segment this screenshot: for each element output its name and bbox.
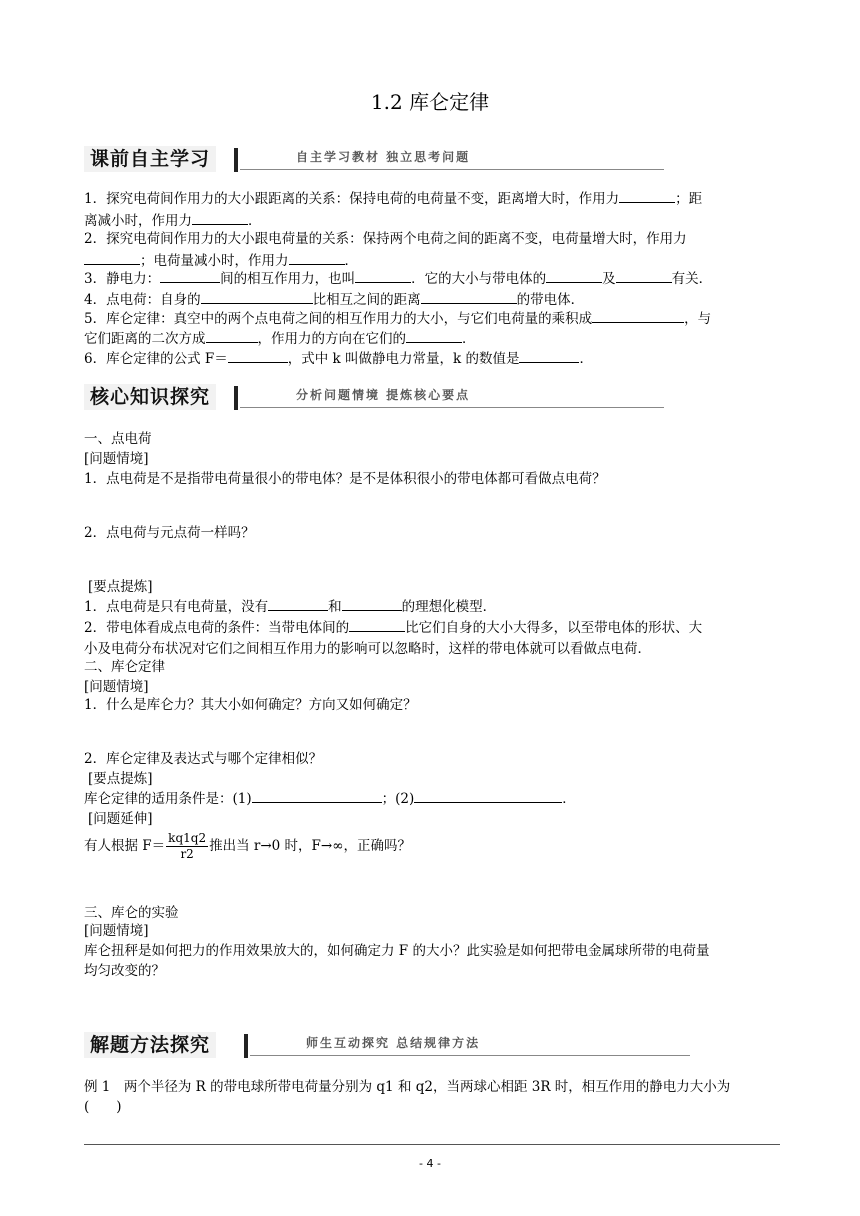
section-tag: 解题方法探究 bbox=[84, 1032, 216, 1058]
page-title: 1.2 库仑定律 bbox=[370, 90, 490, 114]
key-point-1: 1．点电荷是只有电荷量，没有 和 的理想化模型． bbox=[84, 599, 497, 615]
problem-situation-label: [问题情境] bbox=[84, 679, 149, 695]
pre-study-line-1b: 离减小时，作用力 ． bbox=[84, 213, 262, 229]
page-number: - 4 - bbox=[419, 1157, 441, 1170]
section-tag: 核心知识探究 bbox=[84, 384, 216, 410]
pre-study-line-4: 4．点电荷：自身的 比相互之间的距离 的带电体． bbox=[84, 292, 585, 308]
pre-study-line-5b: 它们距离的二次方成 ，作用力的方向在它们的 ． bbox=[84, 331, 476, 347]
section-tag: 课前自主学习 bbox=[84, 146, 216, 172]
banner-bar bbox=[244, 1034, 248, 1058]
question-1-2: 2．点电荷与元点荷一样吗？ bbox=[84, 525, 255, 541]
section-subtitle: 师生互动探究 总结规律方法 bbox=[306, 1036, 481, 1050]
banner-bar bbox=[234, 386, 238, 410]
question-2-1: 1．什么是库仑力？其大小如何确定？方向又如何确定？ bbox=[84, 697, 417, 713]
pre-study-line-6: 6．库仑定律的公式 F＝ ，式中 k 叫做静电力常量，k 的数值是 ． bbox=[84, 351, 593, 367]
key-point-2: 2．带电体看成点电荷的条件：当带电体间的 比它们自身的大小大得多，以至带电体的形状、大 bbox=[84, 620, 703, 636]
banner-rule bbox=[250, 1055, 690, 1056]
key-point-2b: 小及电荷分布状况对它们之间相互作用力的影响可以忽略时，这样的带电体就可以看做点电荷． bbox=[84, 641, 651, 657]
question-2-2: 2．库仑定律及表达式与哪个定律相似？ bbox=[84, 751, 323, 767]
section-banner-pre-study bbox=[84, 146, 664, 174]
problem-situation-label: [问题情境] bbox=[84, 923, 149, 939]
banner-bar bbox=[234, 148, 238, 172]
heading-coulomb-law: 二、库仑定律 bbox=[84, 659, 165, 675]
section-subtitle: 分析问题情境 提炼核心要点 bbox=[296, 388, 471, 402]
heading-coulomb-experiment: 三、库仑的实验 bbox=[84, 905, 179, 921]
section-banner-core bbox=[84, 384, 664, 412]
example-1: 例 1 两个半径为 R 的带电球所带电荷量分别为 q1 和 q2，当两球心相距 3R 时，相互作用的静电力大小为 bbox=[84, 1079, 731, 1095]
pre-study-line-5: 5．库仑定律：真空中的两个点电荷之间的相互作用力的大小，与它们电荷量的乘积成 ，与 bbox=[84, 311, 712, 327]
key-points-label: [要点提炼] bbox=[88, 579, 153, 595]
question-3-1b: 均匀改变的？ bbox=[84, 963, 165, 979]
heading-point-charge: 一、点电荷 bbox=[84, 431, 152, 447]
banner-rule bbox=[240, 169, 664, 170]
extension-question: 有人根据 F＝ $\frac{kq1q2}{r2}$ 推出当 r→0 时，F→∞，正确吗？ bbox=[84, 831, 411, 861]
pre-study-line-1: 1．探究电荷间作用力的大小跟距离的关系：保持电荷的电荷量不变，距离增大时，作用力 ；距 bbox=[84, 191, 703, 207]
section-banner-methods bbox=[84, 1032, 690, 1060]
problem-extension-label: [问题延伸] bbox=[88, 811, 153, 827]
pre-study-line-2b: ；电荷量减小时，作用力 ． bbox=[84, 250, 780, 272]
footer-rule bbox=[84, 1144, 780, 1145]
problem-situation-label: [问题情境] bbox=[84, 451, 149, 467]
example-1-choice-paren: ( ) bbox=[84, 1099, 122, 1115]
section-subtitle: 自主学习教材 独立思考问题 bbox=[296, 150, 471, 164]
key-points-label: [要点提炼] bbox=[88, 771, 153, 787]
pre-study-line-3: 3．静电力： 间的相互作用力，也叫 ．它的大小与带电体的 及 有关． bbox=[84, 271, 713, 287]
formula-fraction: $\frac{kq1q2}{r2}$ bbox=[168, 831, 207, 861]
question-3-1: 库仑扭秤是如何把力的作用效果放大的，如何确定力 F 的大小？此实验是如何把带电金属球所带的电荷量 bbox=[84, 943, 710, 959]
banner-rule bbox=[240, 407, 664, 408]
applicability-conditions: 库仑定律的适用条件是：(1) ；(2) ． bbox=[84, 791, 576, 807]
question-1-1: 1．点电荷是不是指带电荷量很小的带电体？是不是体积很小的带电体都可看做点电荷？ bbox=[84, 471, 606, 487]
pre-study-line-2: 2．探究电荷间作用力的大小跟电荷量的关系：保持两个电荷之间的距离不变，电荷量增大时，作用力 bbox=[84, 231, 687, 247]
